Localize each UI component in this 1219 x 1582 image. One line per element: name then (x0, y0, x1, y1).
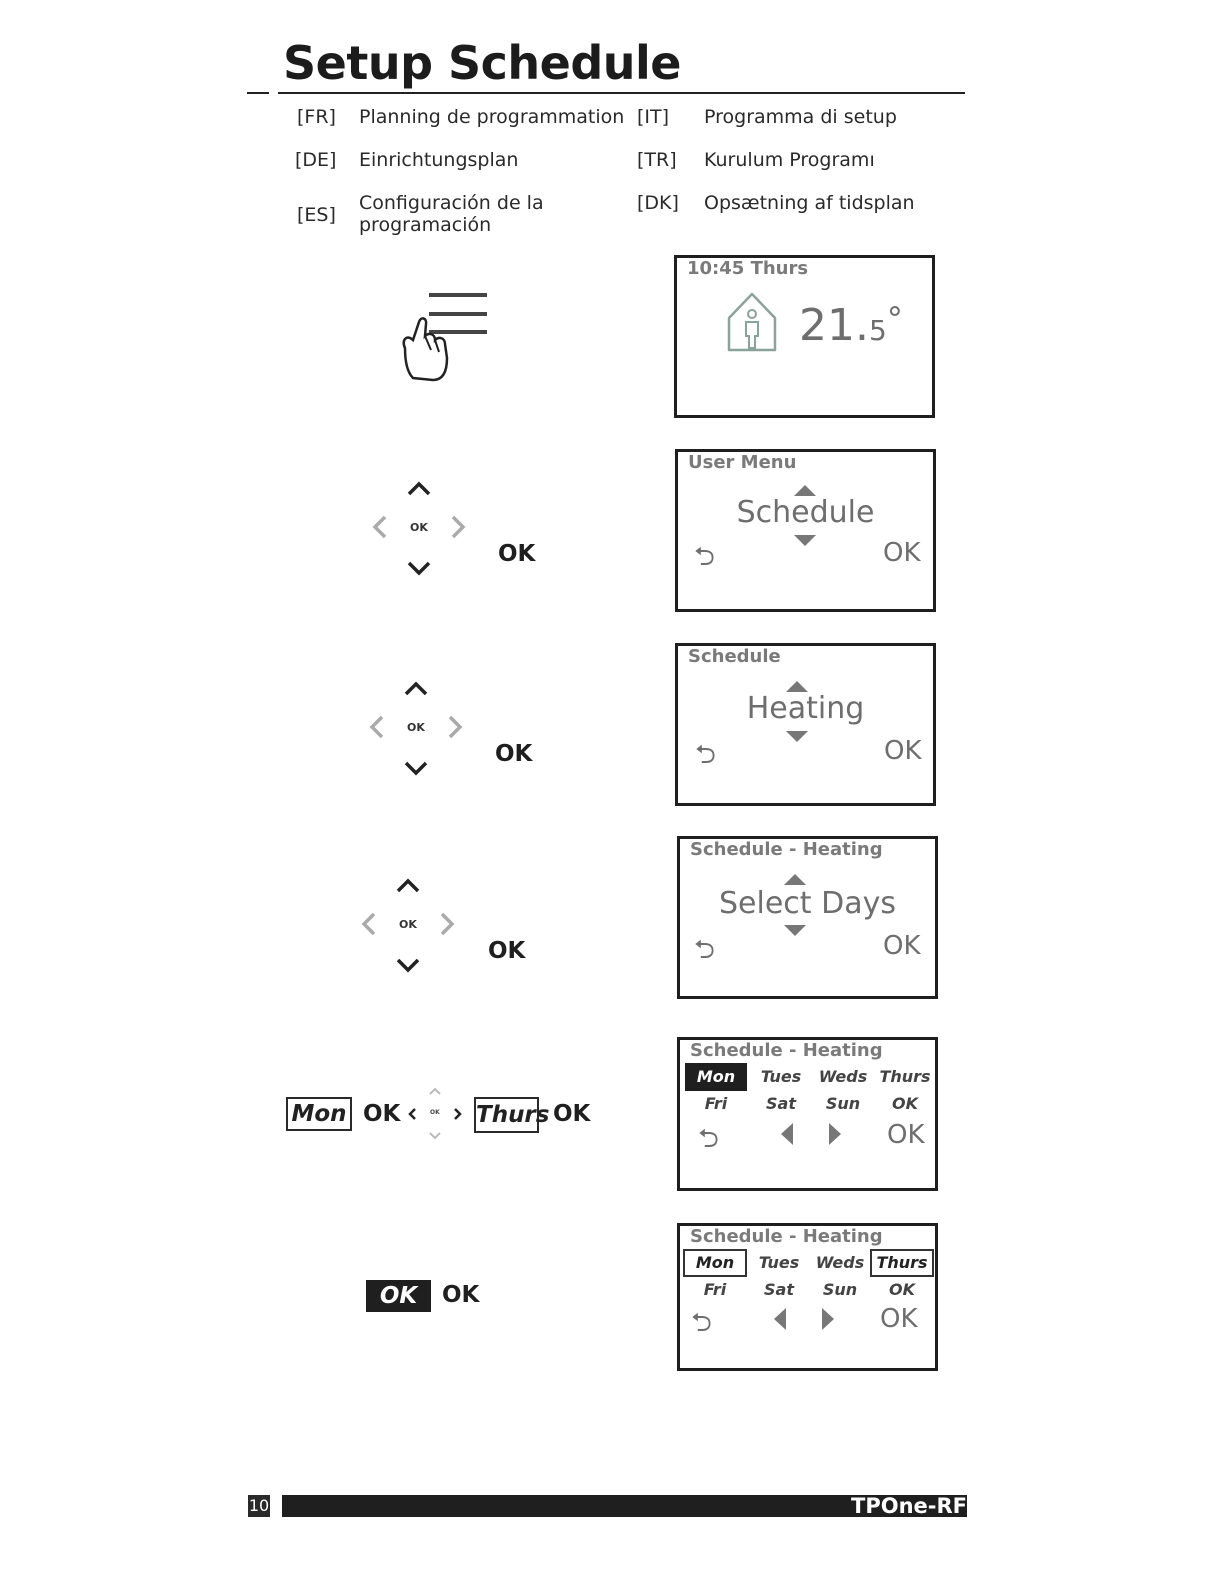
day-weds[interactable]: Weds (815, 1253, 865, 1272)
back-arrow-icon: ⮌ (698, 1124, 719, 1154)
lang-code-es: [ES] (297, 204, 336, 226)
day-thurs[interactable]: Thurs (870, 1249, 934, 1277)
screen-title: Schedule (688, 646, 781, 667)
screen-ok: OK (884, 736, 922, 766)
thermostat-home-screen (674, 255, 935, 418)
day-tues[interactable]: Tues (758, 1253, 800, 1272)
screen-ok: OK (883, 931, 921, 961)
right-arrow-icon (822, 1308, 834, 1330)
day-select-confirm-screen (677, 1223, 938, 1371)
dpad-control[interactable] (359, 467, 479, 587)
day-mon[interactable]: Mon (685, 1063, 747, 1091)
screen-ok: OK (887, 1120, 925, 1150)
back-arrow-icon: ⮌ (694, 542, 715, 572)
screen-ok: OK (880, 1304, 918, 1334)
page-title: Setup Schedule (283, 36, 681, 90)
day-sat[interactable]: Sat (764, 1280, 794, 1299)
day-ok[interactable]: OK (892, 1094, 918, 1113)
schedule-screen (675, 643, 936, 806)
day-fri[interactable]: Fri (704, 1094, 728, 1113)
screen-title: Schedule - Heating (690, 1226, 883, 1247)
day-weds[interactable]: Weds (818, 1067, 868, 1086)
small-dpad-icon[interactable] (405, 1085, 465, 1143)
dpad-center-ok[interactable]: OK (410, 521, 428, 534)
day-mon-key: Mon (286, 1097, 352, 1131)
menu-option: Schedule (736, 495, 875, 530)
temp-degree: ° (886, 300, 903, 338)
scroll-down-icon (794, 535, 816, 546)
schedule-heating-screen (677, 836, 938, 999)
screen-ok: OK (883, 538, 921, 568)
current-temperature (799, 300, 903, 351)
page-number: 10 (248, 1496, 270, 1515)
day-thurs-key: Thurs (474, 1097, 539, 1133)
screen-time-day: 10:45 Thurs (687, 258, 809, 279)
dpad-center-ok[interactable]: OK (407, 721, 425, 734)
lang-code-it: [IT] (637, 106, 670, 128)
back-arrow-icon: ⮌ (694, 935, 715, 965)
day-sat[interactable]: Sat (766, 1094, 796, 1113)
home-occupied-icon (725, 290, 779, 358)
dpad-center-ok: OK (430, 1109, 440, 1116)
product-name: TPOne-RF (851, 1494, 967, 1518)
title-rule (278, 92, 965, 94)
left-arrow-icon (774, 1308, 786, 1330)
lang-text-de: Einrichtungsplan (359, 149, 519, 171)
lang-text-dk: Opsætning af tidsplan (704, 192, 915, 214)
screen-title: Schedule - Heating (690, 1040, 883, 1061)
day-sun[interactable]: Sun (822, 1280, 858, 1299)
screen-title: User Menu (688, 452, 797, 473)
day-thurs[interactable]: Thurs (879, 1067, 931, 1086)
scroll-down-icon (786, 731, 808, 742)
screen-title: Schedule - Heating (690, 839, 883, 860)
ok-button-label: OK (495, 741, 533, 767)
ok-button-label: OK (488, 938, 526, 964)
right-arrow-icon (829, 1123, 841, 1145)
title-rule-left (247, 92, 269, 94)
left-arrow-icon (781, 1123, 793, 1145)
dpad-center-ok[interactable]: OK (399, 918, 417, 931)
lang-code-tr: [TR] (637, 149, 677, 171)
day-fri[interactable]: Fri (703, 1280, 727, 1299)
day-mon[interactable]: Mon (683, 1249, 747, 1277)
day-ok[interactable]: OK (889, 1280, 915, 1299)
lang-code-fr: [FR] (297, 106, 336, 128)
back-arrow-icon: ⮌ (695, 740, 716, 770)
lang-text-it: Programma di setup (704, 106, 897, 128)
day-sun[interactable]: Sun (825, 1094, 861, 1113)
scroll-up-icon (784, 874, 806, 885)
lang-text-tr: Kurulum Programı (704, 149, 875, 171)
temp-integer: 21. (799, 300, 869, 351)
menu-option: Select Days (719, 886, 896, 921)
menu-option: Heating (746, 691, 865, 726)
day-select-screen (677, 1037, 938, 1191)
day-tues[interactable]: Tues (760, 1067, 802, 1086)
scroll-down-icon (784, 925, 806, 936)
lang-code-de: [DE] (295, 149, 337, 171)
lang-code-dk: [DK] (637, 192, 679, 214)
menu-press-hand-icon (395, 288, 495, 388)
ok-button-label: OK (498, 541, 536, 567)
temp-decimal: 5 (868, 314, 887, 347)
user-menu-screen (675, 449, 936, 612)
ok-button-label: OK (553, 1101, 591, 1127)
back-arrow-icon: ⮌ (691, 1308, 712, 1338)
dpad-control[interactable] (348, 864, 468, 984)
lang-text-es: Configuración de la programación (359, 192, 544, 236)
lang-text-fr: Planning de programmation (359, 106, 625, 128)
dpad-control[interactable] (356, 667, 476, 787)
ok-key-black: OK (366, 1280, 431, 1312)
ok-button-label: OK (442, 1282, 480, 1308)
ok-button-label: OK (363, 1101, 401, 1127)
